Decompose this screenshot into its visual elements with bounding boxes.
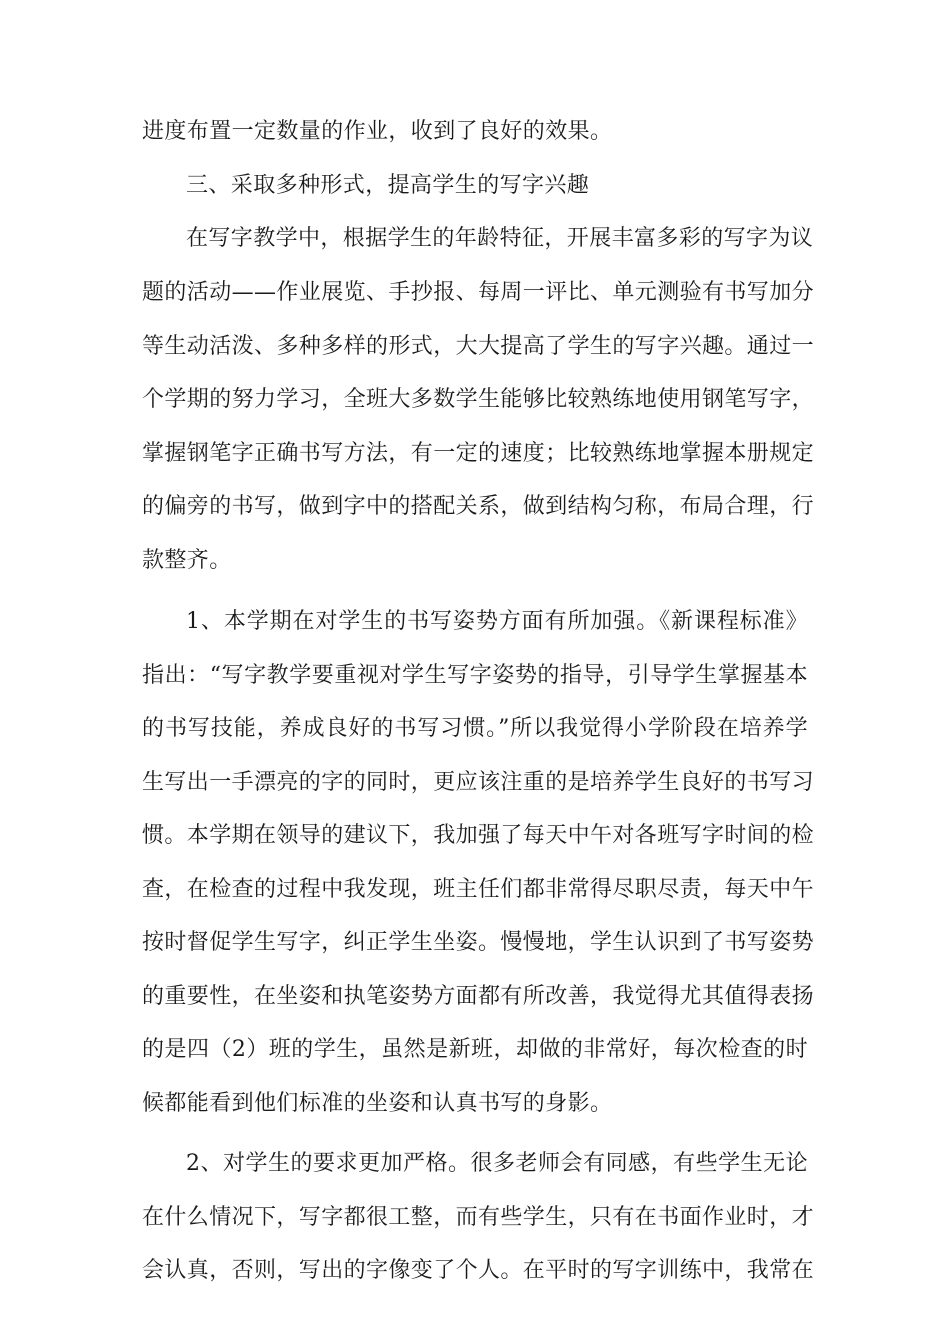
paragraph-line: 会认真，否则，写出的字像变了个人。在平时的写字训练中，我常在 (142, 1258, 815, 1283)
paragraph-line: 指出：“写字教学要重视对学生写字姿势的指导，引导学生掌握基本 (142, 663, 808, 688)
paragraph-line: 在写字教学中，根据学生的年龄特征，开展丰富多彩的写字为议 (186, 226, 814, 251)
paragraph-line: 在什么情况下，写字都很工整，而有些学生，只有在书面作业时，才 (142, 1205, 815, 1230)
paragraph-line: 题的活动——作业展览、手抄报、每周一评比、单元测验有书写加分 (142, 280, 815, 305)
paragraph-line: 惯。本学期在领导的建议下，我加强了每天中午对各班写字时间的检 (142, 823, 815, 848)
paragraph-line: 掌握钢笔字正确书写方法，有一定的速度；比较熟练地掌握本册规定 (142, 441, 815, 466)
paragraph-line: 个学期的努力学习，全班大多数学生能够比较熟练地使用钢笔写字， (142, 387, 815, 412)
paragraph-line: 1、本学期在对学生的书写姿势方面有所加强。《新课程标准》 (186, 609, 808, 634)
paragraph-line: 的偏旁的书写，做到字中的搭配关系，做到结构匀称，布局合理，行 (142, 494, 815, 519)
paragraph-line: 按时督促学生写字，纠正学生坐姿。慢慢地，学生认识到了书写姿势 (142, 930, 815, 955)
paragraph-line: 的书写技能，养成良好的书写习惯。”所以我觉得小学阶段在培养学 (142, 716, 808, 741)
paragraph-line: 2、对学生的要求更加严格。很多老师会有同感，有些学生无论 (186, 1151, 808, 1176)
section-heading: 三、采取多种形式，提高学生的写字兴趣 (186, 173, 590, 198)
paragraph-line: 等生动活泼、多种多样的形式，大大提高了学生的写字兴趣。通过一 (142, 334, 815, 359)
paragraph-line: 候都能看到他们标准的坐姿和认真书写的身影。 (142, 1091, 613, 1116)
paragraph-line: 款整齐。 (142, 548, 232, 573)
paragraph-line: 查，在检查的过程中我发现，班主任们都非常得尽职尽责，每天中午 (142, 877, 815, 902)
paragraph-line: 的是四（2）班的学生，虽然是新班，却做的非常好，每次检查的时 (142, 1037, 808, 1062)
paragraph-line: 生写出一手漂亮的字的同时，更应该注重的是培养学生良好的书写习 (142, 770, 815, 795)
paragraph-line: 进度布置一定数量的作业，收到了良好的效果。 (142, 119, 613, 144)
paragraph-line: 的重要性，在坐姿和执笔姿势方面都有所改善，我觉得尤其值得表扬 (142, 984, 815, 1009)
